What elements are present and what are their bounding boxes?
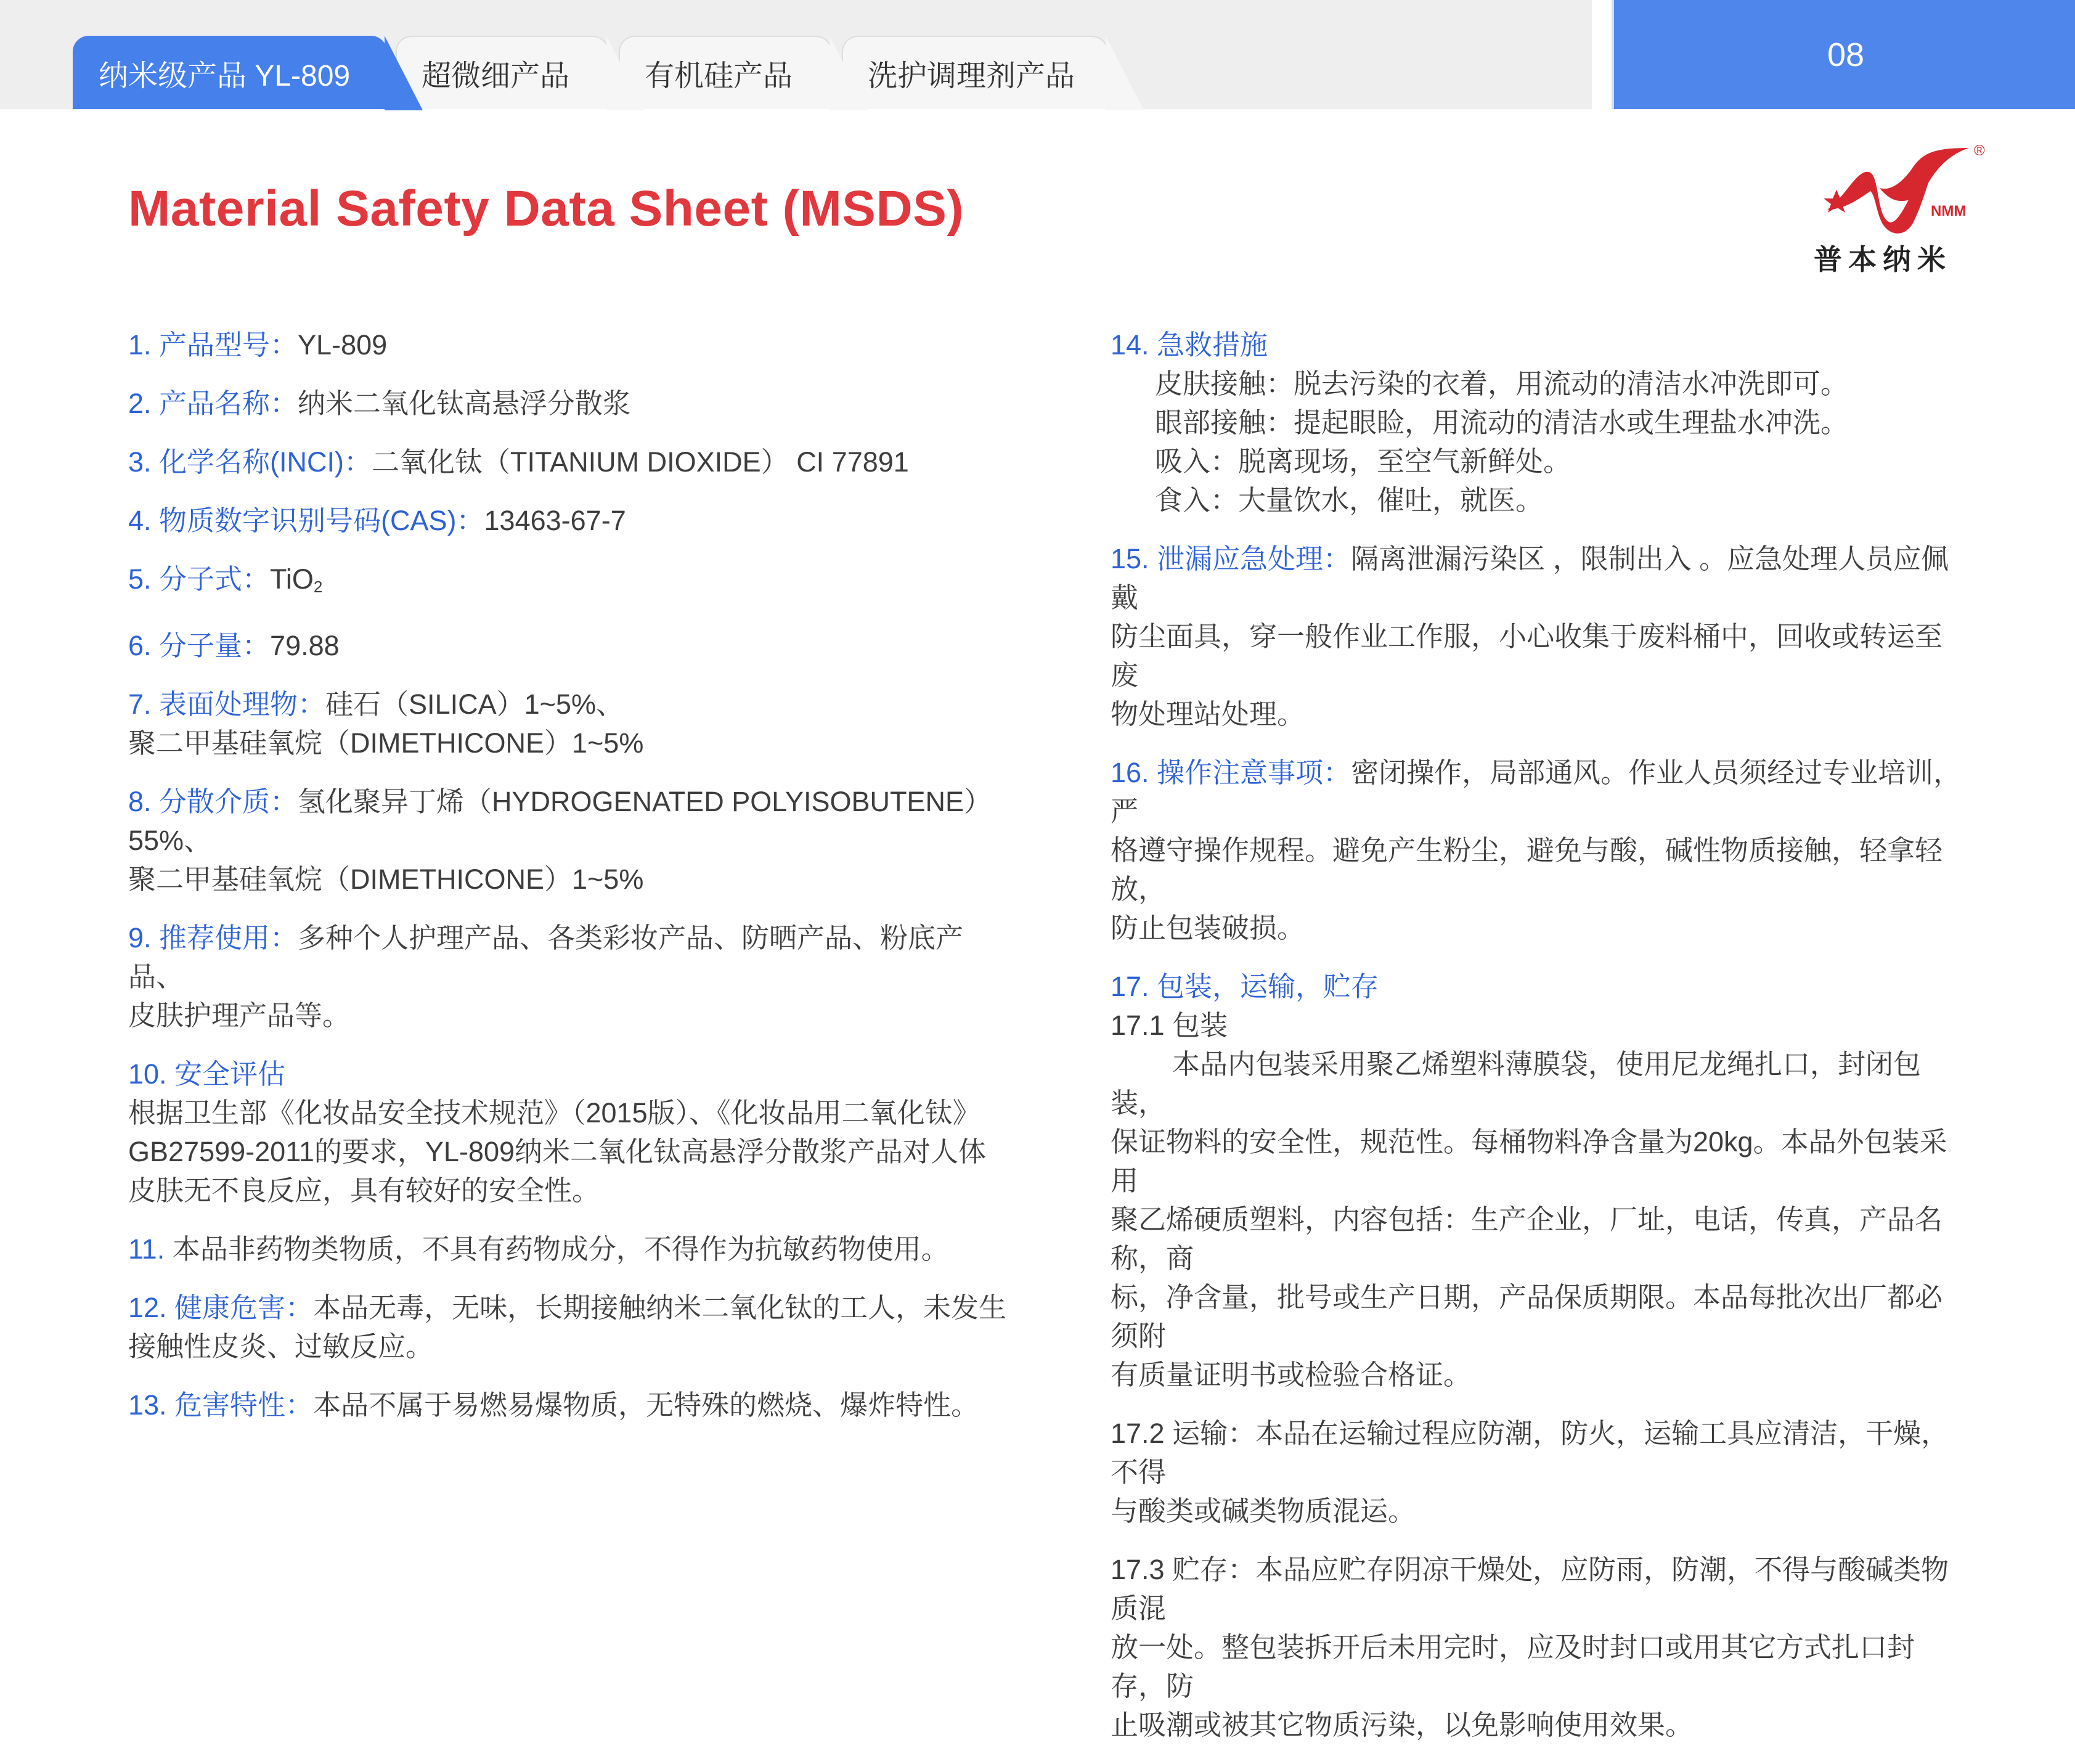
item-text-line: 皮肤无不良反应，具有较好的安全性。 bbox=[128, 1175, 600, 1206]
item-heading: 5. 分子式： bbox=[128, 563, 271, 595]
item-surface-treatment bbox=[128, 685, 1016, 762]
transport-text-line: 17.2 运输：本品在运输过程应防潮，防火，运输工具应清洁，干燥，不得 bbox=[1111, 1418, 1949, 1488]
tab-nano-yl809[interactable] bbox=[73, 36, 387, 109]
item-packaging bbox=[1111, 967, 1967, 1394]
tab-silicone[interactable] bbox=[619, 36, 832, 109]
tab-ultrafine[interactable] bbox=[396, 36, 609, 109]
page-number bbox=[1612, 0, 2075, 109]
storage-text-line: 17.3 贮存：本品应贮存阴凉干燥处，应防雨，防潮，不得与酸碱类物质混 bbox=[1111, 1554, 1949, 1624]
item-heading: 12. 健康危害： bbox=[128, 1292, 314, 1323]
item-dispersion-medium bbox=[128, 782, 1016, 899]
item-value-line: 聚二甲基硅氧烷（DIMETHICONE）1~5% bbox=[128, 864, 644, 895]
first-aid-inhalation: 吸入：脱离现场，至空气新鲜处。 bbox=[1155, 446, 1572, 477]
item-heading: 13. 危害特性： bbox=[128, 1389, 314, 1421]
item-heading: 7. 表面处理物： bbox=[128, 688, 326, 720]
logo-mark-text: NMM bbox=[1931, 203, 1967, 219]
item-transport bbox=[1111, 1414, 1967, 1530]
item-value: 13463-67-7 bbox=[484, 505, 626, 536]
item-value: YL-809 bbox=[298, 329, 388, 361]
item-value: 密闭操作，局部通风。作业人员须经过专业培训，严 bbox=[1111, 757, 1962, 827]
msds-left-column bbox=[128, 325, 1016, 1444]
tab-label: 有机硅产品 bbox=[645, 60, 793, 92]
item-value-line: 格遵守操作规程。避免产生粉尘，避免与酸，碱性物质接触，轻拿轻放， bbox=[1111, 835, 1943, 905]
packaging-subheading: 17.1 包装 bbox=[1111, 1010, 1228, 1041]
packaging-text-line: 保证物料的安全性，规范性。每桶物料净含量为20kg。本品外包装采用 bbox=[1111, 1126, 1947, 1196]
item-heading: 15. 泄漏应急处理： bbox=[1111, 543, 1351, 574]
item-value-line: 聚二甲基硅氧烷（DIMETHICONE）1~5% bbox=[128, 727, 644, 759]
storage-text-line: 止吸潮或被其它物质污染，以免影响使用效果。 bbox=[1111, 1709, 1694, 1741]
page-number-text: 08 bbox=[1827, 36, 1865, 73]
first-aid-ingestion: 食入：大量饮水，催吐，就医。 bbox=[1155, 484, 1544, 516]
msds-right-column bbox=[1111, 325, 1967, 1764]
item-value: 79.88 bbox=[270, 630, 340, 661]
item-cas-number bbox=[128, 501, 1016, 540]
item-value-line: 物处理站处理。 bbox=[1111, 698, 1305, 730]
item-recommended-use bbox=[128, 918, 1016, 1035]
item-heading: 3. 化学名称(INCI)： bbox=[128, 446, 372, 478]
item-heading: 17. 包装，运输，贮存 bbox=[1111, 971, 1379, 1002]
item-molecular-weight bbox=[128, 626, 1016, 665]
tab-label: 纳米级产品 YL-809 bbox=[99, 60, 351, 92]
item-value-line: 接触性皮炎、过敏反应。 bbox=[128, 1331, 434, 1362]
item-value-line: 防尘面具，穿一般作业工作服，小心收集于废料桶中，回收或转运至废 bbox=[1111, 621, 1943, 691]
item-storage bbox=[1111, 1550, 1967, 1744]
item-value: 本品非药物类物质，不具有药物成分，不得作为抗敏药物使用。 bbox=[172, 1233, 949, 1265]
item-first-aid bbox=[1111, 325, 1967, 520]
item-heading: 16. 操作注意事项： bbox=[1111, 757, 1351, 788]
item-chemical-name bbox=[128, 443, 1016, 481]
item-value: TiO bbox=[270, 563, 314, 595]
item-value: 氢化聚异丁烯（HYDROGENATED POLYISOBUTENE）55%、 bbox=[128, 786, 992, 856]
packaging-text-line: 聚乙烯硬质塑料，内容包括：生产企业，厂址，电话，传真，产品名称，商 bbox=[1111, 1204, 1943, 1274]
item-value: 本品不属于易燃易爆物质，无特殊的燃烧、爆炸特性。 bbox=[313, 1389, 979, 1421]
item-value-line: 皮肤护理产品等。 bbox=[128, 1000, 351, 1031]
item-handling-precautions bbox=[1111, 753, 1967, 947]
registered-mark: ® bbox=[1974, 142, 1985, 159]
item-text-line: 根据卫生部《化妆品安全技术规范》（2015版）、《化妆品用二氧化钛》 bbox=[128, 1097, 980, 1129]
transport-text-line: 与酸类或碱类物质混运。 bbox=[1111, 1495, 1416, 1527]
page-title: Material Safety Data Sheet (MSDS) bbox=[128, 181, 964, 237]
item-value: 硅石（SILICA）1~5%、 bbox=[325, 688, 624, 720]
tab-hair-conditioner[interactable] bbox=[842, 36, 1108, 109]
item-value: 隔离泄漏污染区 ，限制出入 。应急处理人员应佩戴 bbox=[1111, 543, 1949, 613]
item-hazard-properties bbox=[128, 1386, 1016, 1424]
tab-label: 洗护调理剂产品 bbox=[868, 60, 1075, 92]
item-value: 纳米二氧化钛高悬浮分散浆 bbox=[298, 388, 631, 419]
packaging-text-line: 有质量证明书或检验合格证。 bbox=[1111, 1359, 1472, 1390]
formula-subscript: 2 bbox=[313, 578, 323, 596]
item-safety-assessment bbox=[128, 1055, 1016, 1210]
item-heading: 2. 产品名称： bbox=[128, 388, 298, 419]
item-heading: 8. 分散介质： bbox=[128, 786, 298, 817]
item-value: 本品无毒，无味，长期接触纳米二氧化钛的工人，未发生 bbox=[313, 1292, 1007, 1323]
item-heading: 6. 分子量： bbox=[128, 630, 271, 661]
item-value: 多种个人护理产品、各类彩妆产品、防晒产品、粉底产品、 bbox=[128, 922, 964, 992]
item-value: 二氧化钛（TITANIUM DIOXIDE） CI 77891 bbox=[372, 446, 909, 478]
item-heading: 1. 产品型号： bbox=[128, 329, 298, 361]
packaging-text-line: 本品内包装采用聚乙烯塑料薄膜袋，使用尼龙绳扎口，封闭包装， bbox=[1111, 1048, 1922, 1119]
item-heading: 14. 急救措施 bbox=[1111, 329, 1268, 361]
item-non-drug-notice bbox=[128, 1230, 1016, 1268]
tab-label: 超微细产品 bbox=[422, 60, 570, 92]
logo-name: 普本纳米 bbox=[1814, 243, 1952, 276]
item-heading: 11. bbox=[128, 1233, 173, 1265]
item-leak-response bbox=[1111, 539, 1967, 733]
item-value-line: 防止包装破损。 bbox=[1111, 912, 1305, 944]
packaging-text-line: 标，净含量，批号或生产日期，产品保质期限。本品每批次出厂都必须附 bbox=[1111, 1281, 1943, 1352]
first-aid-eyes: 眼部接触：提起眼睑，用流动的清洁水或生理盐水冲洗。 bbox=[1155, 407, 1849, 438]
item-text-line: GB27599-2011的要求，YL-809纳米二氧化钛高悬浮分散浆产品对人体 bbox=[128, 1136, 987, 1167]
first-aid-skin: 皮肤接触：脱去污染的衣着，用流动的清洁水冲洗即可。 bbox=[1155, 368, 1849, 399]
item-product-name bbox=[128, 384, 1016, 423]
storage-text-line: 放一处。整包装拆开后未用完时，应及时封口或用其它方式扎口封存，防 bbox=[1111, 1631, 1915, 1702]
item-heading: 9. 推荐使用： bbox=[128, 922, 298, 953]
item-health-hazard bbox=[128, 1288, 1016, 1366]
item-heading: 10. 安全评估 bbox=[128, 1058, 286, 1090]
item-heading: 4. 物质数字识别号码(CAS)： bbox=[128, 505, 484, 536]
item-product-model bbox=[128, 325, 1016, 364]
item-molecular-formula bbox=[128, 560, 1016, 606]
